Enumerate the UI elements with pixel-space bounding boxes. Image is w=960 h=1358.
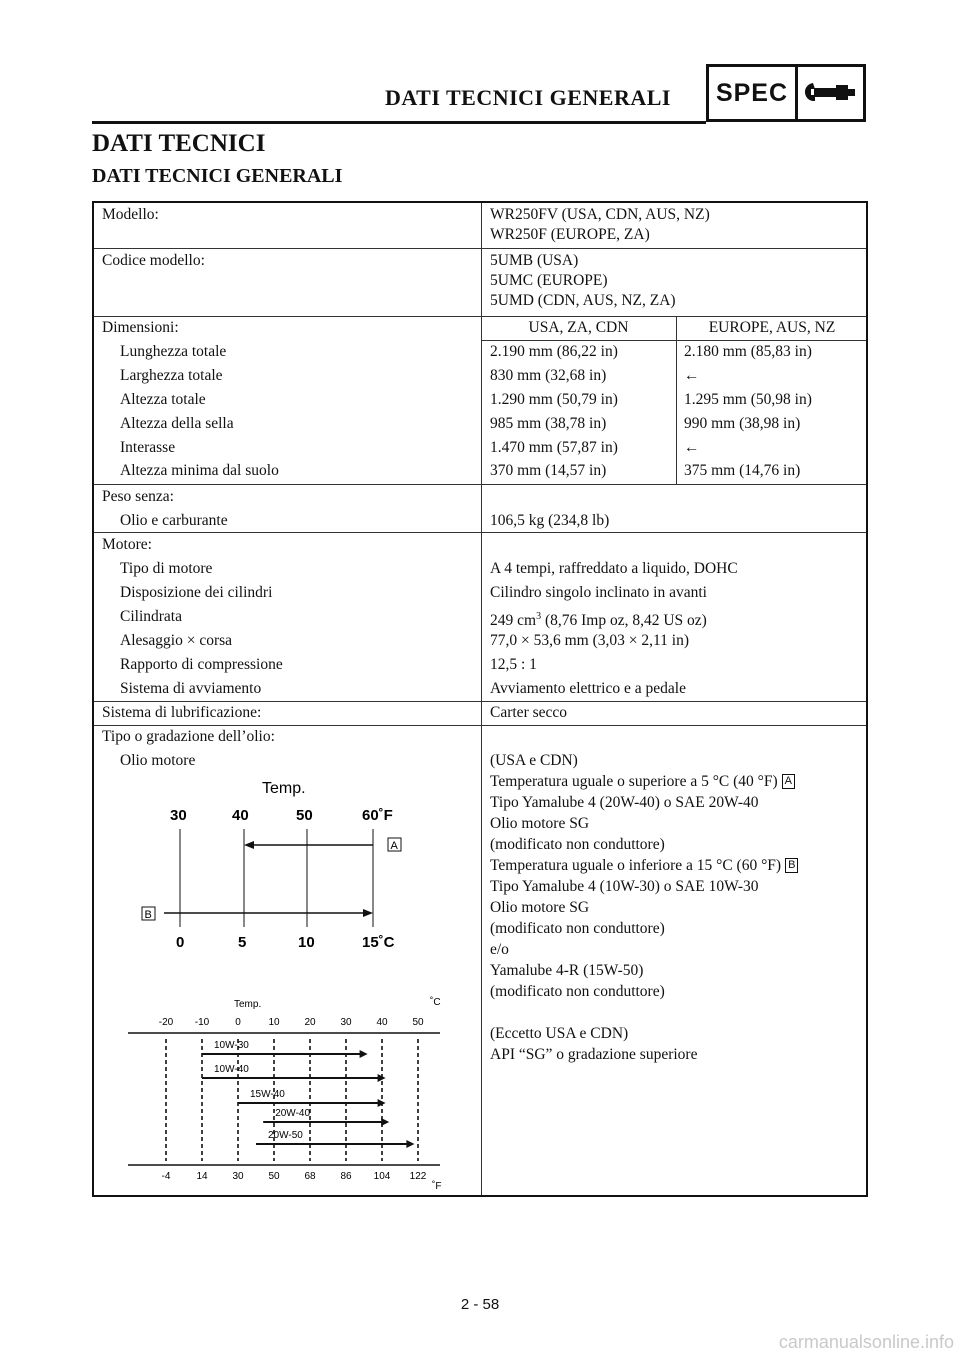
dimensions-col-header: USA, ZA, CDN bbox=[528, 319, 629, 336]
dimension-row-label: Interasse bbox=[120, 439, 176, 456]
fahrenheit-tick: 40 bbox=[232, 807, 249, 824]
arrow-head bbox=[244, 841, 254, 849]
engine-row-label: Rapporto di compressione bbox=[120, 656, 283, 673]
dimension-row-value: ← bbox=[684, 439, 700, 456]
oil-text-line bbox=[490, 772, 795, 792]
label-b: B bbox=[144, 909, 152, 921]
lubrication-value: Carter secco bbox=[490, 704, 568, 721]
celsius-tick: 30 bbox=[340, 1017, 352, 1028]
chart-title: Temp. bbox=[234, 999, 262, 1010]
celsius-tick: 10 bbox=[268, 1017, 280, 1028]
label-a-box: A bbox=[782, 774, 795, 789]
weight-sub-label: Olio e carburante bbox=[120, 512, 228, 529]
oil-text: Temperatura uguale o inferiore a 15 °C (60 °F) bbox=[490, 857, 782, 874]
fahrenheit-tick: 50 bbox=[268, 1171, 280, 1182]
oil-text-line: Olio motore SG bbox=[490, 899, 590, 916]
engine-row-label: Disposizione dei cilindri bbox=[120, 584, 273, 601]
watermark: carmanualsonline.info bbox=[778, 1332, 954, 1352]
oil-text-line: Tipo Yamalube 4 (10W-30) o SAE 10W-30 bbox=[490, 878, 759, 895]
page-number: 2 - 58 bbox=[460, 1296, 500, 1313]
engine-row-value: 77,0 × 53,6 mm (3,03 × 2,11 in) bbox=[490, 632, 690, 649]
dimension-row-value: 1.295 mm (50,98 in) bbox=[684, 391, 812, 408]
dimension-column-divider bbox=[676, 316, 677, 484]
displacement-exponent: 3 bbox=[536, 611, 542, 622]
dimension-row-value: 990 mm (38,98 in) bbox=[684, 415, 801, 432]
celsius-tick: -10 bbox=[194, 1017, 210, 1028]
celsius-tick: 5 bbox=[238, 934, 247, 951]
model-code-label: Codice modello: bbox=[102, 252, 205, 269]
celsius-tick: 0 bbox=[235, 1017, 241, 1028]
fahrenheit-tick: 60˚F bbox=[362, 807, 393, 824]
celsius-tick-labels bbox=[159, 1017, 424, 1028]
oil-text: Temperatura uguale o superiore a 5 °C (40 °F) bbox=[490, 773, 778, 790]
lubrication-label: Sistema di lubrificazione: bbox=[102, 704, 262, 721]
arrow-head bbox=[406, 1140, 414, 1148]
weight-label: Peso senza: bbox=[102, 488, 174, 505]
grade-label: 10W-40 bbox=[214, 1064, 249, 1075]
row-divider bbox=[94, 316, 866, 317]
model-value: WR250F (EUROPE, ZA) bbox=[490, 226, 650, 243]
dimension-row-value: 2.190 mm (86,22 in) bbox=[490, 343, 618, 360]
oil-text-line: (Eccetto USA e CDN) bbox=[490, 1025, 629, 1042]
engine-row-label: Alesaggio × corsa bbox=[120, 632, 233, 649]
dimension-row-value: 1.290 mm (50,79 in) bbox=[490, 391, 618, 408]
model-code-value: 5UMB (USA) bbox=[490, 252, 579, 269]
engine-row-value: Cilindro singolo inclinato in avanti bbox=[490, 584, 707, 601]
temperature-range-diagram bbox=[134, 777, 434, 957]
spec-badge bbox=[706, 64, 866, 122]
oil-text-line: Yamalube 4-R (15W-50) bbox=[490, 962, 644, 979]
dimension-row-value: 370 mm (14,57 in) bbox=[490, 462, 607, 479]
engine-row-label: Cilindrata bbox=[120, 608, 182, 625]
celsius-tick: 10 bbox=[298, 934, 315, 951]
row-divider bbox=[94, 725, 866, 726]
dimension-row-value: 375 mm (14,76 in) bbox=[684, 462, 801, 479]
dimension-row-value: 1.470 mm (57,87 in) bbox=[490, 439, 618, 456]
oil-text-line bbox=[490, 856, 798, 876]
header-rule bbox=[92, 121, 706, 124]
engine-row-value: 12,5 : 1 bbox=[490, 656, 537, 673]
row-divider bbox=[481, 340, 866, 341]
dimension-row-label: Larghezza totale bbox=[120, 367, 223, 384]
oil-text-line: (modificato non conduttore) bbox=[490, 920, 665, 937]
grade-label: 20W-40 bbox=[275, 1108, 311, 1119]
arrow-head bbox=[363, 909, 373, 917]
fahrenheit-tick: 50 bbox=[296, 807, 313, 824]
celsius-tick: 0 bbox=[176, 934, 185, 951]
oil-text-line: API “SG” o gradazione superiore bbox=[490, 1046, 698, 1063]
header-title: DATI TECNICI GENERALI bbox=[385, 85, 671, 110]
dimension-row-label: Altezza totale bbox=[120, 391, 206, 408]
spec-table bbox=[92, 201, 868, 1197]
oil-sub-label: Olio motore bbox=[120, 752, 196, 769]
fahrenheit-tick: 104 bbox=[373, 1171, 391, 1182]
celsius-tick: -20 bbox=[158, 1017, 174, 1028]
celsius-tick: 20 bbox=[304, 1017, 316, 1028]
oil-text-line: (USA e CDN) bbox=[490, 752, 578, 769]
fahrenheit-tick: 122 bbox=[409, 1171, 427, 1182]
label-b-box: B bbox=[785, 858, 798, 873]
engine-row-label: Sistema di avviamento bbox=[120, 680, 262, 697]
fahrenheit-unit: ˚F bbox=[432, 1181, 442, 1191]
row-divider bbox=[94, 248, 866, 249]
dimension-row-label: Altezza minima dal suolo bbox=[120, 462, 279, 479]
row-divider bbox=[94, 532, 866, 533]
grade-label: 15W-40 bbox=[250, 1089, 285, 1100]
grade-label: 10W-30 bbox=[214, 1040, 249, 1051]
model-label: Modello: bbox=[102, 206, 159, 223]
fahrenheit-tick: 14 bbox=[196, 1171, 208, 1182]
section-heading: DATI TECNICI GENERALI bbox=[92, 165, 343, 187]
dimension-row-value: 2.180 mm (85,83 in) bbox=[684, 343, 812, 360]
dimension-row-label: Lunghezza totale bbox=[120, 343, 227, 360]
fahrenheit-tick: 30 bbox=[170, 807, 187, 824]
celsius-tick: 40 bbox=[376, 1017, 388, 1028]
model-value: WR250FV (USA, CDN, AUS, NZ) bbox=[490, 206, 710, 223]
dimensions-col-header: EUROPE, AUS, NZ bbox=[708, 319, 836, 336]
arrow-head bbox=[360, 1050, 368, 1058]
displacement-value: 249 cm bbox=[490, 612, 537, 630]
oil-type-label: Tipo o gradazione dell’olio: bbox=[102, 728, 275, 745]
oil-text-line: (modificato non conduttore) bbox=[490, 983, 665, 1000]
dashed-gridlines bbox=[166, 1039, 418, 1161]
page-heading: DATI TECNICI bbox=[92, 130, 266, 157]
celsius-tick: 50 bbox=[412, 1017, 424, 1028]
spec-label: SPEC bbox=[709, 67, 798, 119]
dimension-row-value: 830 mm (32,68 in) bbox=[490, 367, 607, 384]
engine-row-value bbox=[490, 607, 707, 631]
diagram-title: Temp. bbox=[262, 780, 306, 797]
dimensions-label: Dimensioni: bbox=[102, 319, 179, 336]
engine-label: Motore: bbox=[102, 536, 152, 553]
oil-text-line: Tipo Yamalube 4 (20W-40) o SAE 20W-40 bbox=[490, 794, 759, 811]
celsius-tick: 15˚C bbox=[362, 934, 395, 951]
model-code-value: 5UMC (EUROPE) bbox=[490, 272, 608, 289]
fahrenheit-tick: 86 bbox=[340, 1171, 352, 1182]
fahrenheit-tick: -4 bbox=[161, 1171, 171, 1182]
dimension-row-label: Altezza della sella bbox=[120, 415, 234, 432]
dimension-row-value: 985 mm (38,78 in) bbox=[490, 415, 607, 432]
label-a: A bbox=[390, 840, 398, 852]
fahrenheit-tick-labels bbox=[162, 1171, 427, 1182]
oil-text-line: e/o bbox=[490, 941, 509, 958]
grade-label: 20W-50 bbox=[268, 1130, 303, 1141]
oil-text-line: (modificato non conduttore) bbox=[490, 836, 665, 853]
weight-value: 106,5 kg (234,8 lb) bbox=[490, 512, 610, 529]
oil-text-line: Olio motore SG bbox=[490, 815, 590, 832]
engine-row-label: Tipo di motore bbox=[120, 560, 213, 577]
engine-row-value: Avviamento elettrico e a pedale bbox=[490, 680, 686, 697]
arrow-head bbox=[381, 1118, 389, 1126]
fahrenheit-tick: 68 bbox=[304, 1171, 316, 1182]
fahrenheit-tick: 30 bbox=[232, 1171, 244, 1182]
row-divider bbox=[94, 484, 866, 485]
wrench-icon bbox=[798, 67, 863, 119]
celsius-unit: ˚C bbox=[430, 997, 441, 1008]
dimension-row-value: ← bbox=[684, 367, 700, 384]
displacement-value-rest: (8,76 Imp oz, 8,42 US oz) bbox=[541, 612, 707, 630]
engine-row-value: A 4 tempi, raffreddato a liquido, DOHC bbox=[490, 560, 738, 577]
oil-grade-chart bbox=[124, 991, 464, 1191]
column-divider bbox=[481, 203, 482, 1195]
row-divider bbox=[94, 701, 866, 702]
model-code-value: 5UMD (CDN, AUS, NZ, ZA) bbox=[490, 292, 676, 309]
